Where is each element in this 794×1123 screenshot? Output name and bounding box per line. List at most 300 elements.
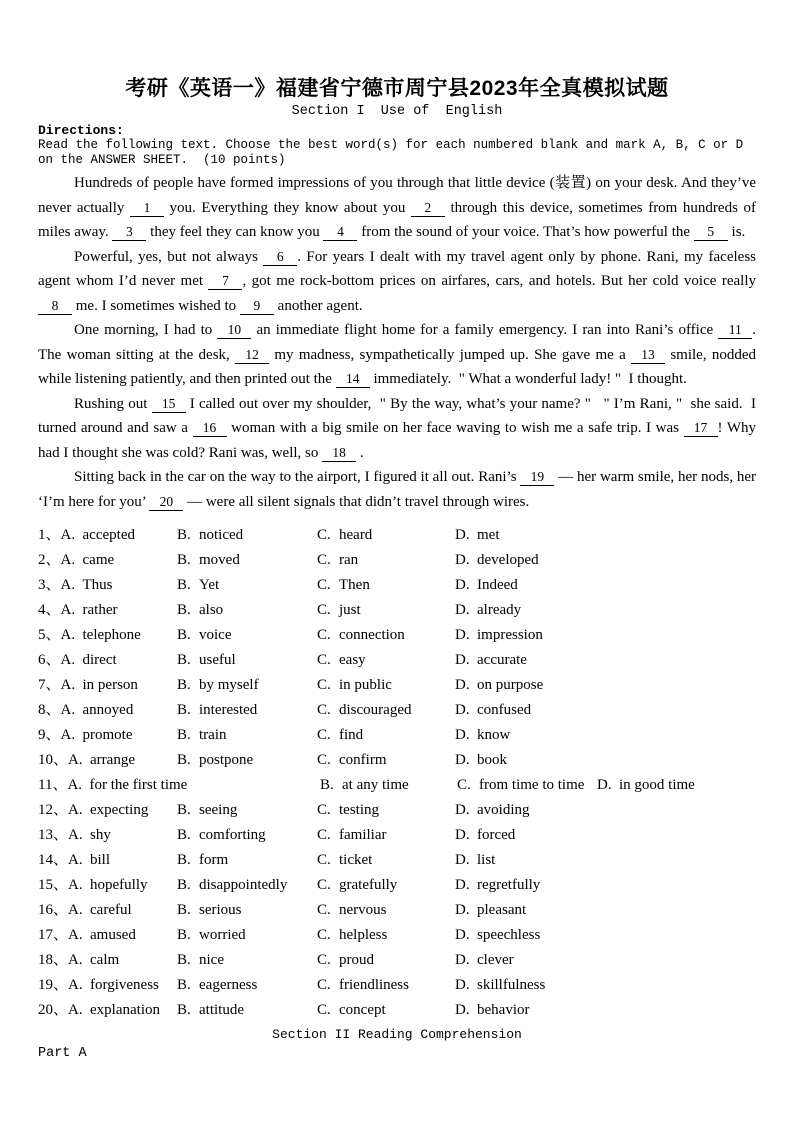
option-letter: A. [60, 677, 76, 693]
question-number: 11、 [38, 777, 68, 793]
option-letter: A. [68, 977, 83, 993]
option-c [317, 848, 372, 873]
option-text: gratefully [339, 877, 398, 893]
question-number: 16、 [38, 902, 69, 918]
option-text: interested [199, 702, 258, 718]
option-letter: D. [597, 777, 612, 793]
option-letter: C. [317, 602, 331, 618]
option-c [317, 523, 372, 548]
option-d [455, 973, 545, 998]
option-letter: C. [317, 1002, 331, 1018]
option-letter: B. [177, 802, 191, 818]
option-text: at any time [342, 777, 409, 793]
option-letter: A. [60, 627, 76, 643]
option-letter: A. [60, 577, 76, 593]
cloze-blank-10: 10 [217, 322, 251, 339]
question-number: 19、 [38, 977, 69, 993]
question-row [38, 873, 756, 898]
option-text: speechless [477, 927, 541, 943]
option-text: explanation [90, 1002, 160, 1018]
option-text: noticed [199, 527, 244, 543]
option-d [455, 673, 543, 698]
question-row [38, 673, 756, 698]
option-letter: B. [177, 1002, 191, 1018]
cloze-blank-15: 15 [152, 396, 186, 413]
option-letter: D. [455, 877, 470, 893]
option-text: proud [339, 952, 374, 968]
option-text: met [477, 527, 500, 543]
option-d [455, 848, 495, 873]
option-letter: A. [60, 652, 76, 668]
question-row [38, 923, 756, 948]
question-number: 10、 [38, 752, 69, 768]
section1-heading: Section I Use of English [291, 104, 503, 119]
option-letter: D. [455, 977, 470, 993]
cloze-blank-8: 8 [38, 298, 72, 315]
option-letter: C. [317, 877, 331, 893]
question-number: 18、 [38, 952, 69, 968]
question-row [38, 573, 756, 598]
option-letter: D. [455, 702, 470, 718]
cloze-blank-1: 1 [130, 200, 164, 217]
option-letter: A. [68, 877, 83, 893]
option-letter: D. [455, 577, 470, 593]
option-d [455, 598, 521, 623]
option-letter: B. [177, 952, 191, 968]
option-text: helpless [339, 927, 388, 943]
option-a [61, 598, 118, 623]
option-letter: C. [317, 952, 331, 968]
question-number: 2、 [38, 552, 61, 568]
part-a-label: Part A [38, 1046, 87, 1061]
option-a [68, 798, 148, 823]
option-text: connection [339, 627, 405, 643]
option-letter: B. [177, 927, 191, 943]
option-text: developed [477, 552, 539, 568]
option-text: already [477, 602, 522, 618]
option-text: for the first time [89, 777, 188, 793]
option-d [455, 923, 540, 948]
option-b [177, 598, 223, 623]
option-d [455, 623, 543, 648]
option-text: postpone [199, 752, 254, 768]
option-text: accurate [477, 652, 527, 668]
passage-paragraph: Powerful, yes, but not always 6 . For years I dealt with my travel agent only by phone. Rani, my faceless agent whom I’d never met 7 , got me rock-bottom prices on airfares, cars, and hotels. But her cold voice really 8 me. I sometimes wished to 9 another agent. [38, 248, 760, 314]
option-letter: C. [317, 802, 331, 818]
option-b [177, 823, 266, 848]
option-text: direct [82, 652, 117, 668]
option-text: Then [339, 577, 370, 593]
option-c [317, 973, 409, 998]
option-b [177, 848, 228, 873]
option-c [457, 773, 584, 798]
option-text: serious [199, 902, 242, 918]
option-letter: A. [68, 852, 83, 868]
option-letter: B. [177, 652, 191, 668]
option-letter: B. [177, 552, 191, 568]
option-text: hopefully [90, 877, 148, 893]
option-b [320, 773, 409, 798]
question-row [38, 898, 756, 923]
question-number: 8、 [38, 702, 61, 718]
option-letter: A. [68, 802, 83, 818]
option-text: Indeed [477, 577, 518, 593]
option-text: list [477, 852, 496, 868]
option-b [177, 698, 257, 723]
option-d [455, 873, 540, 898]
option-c [317, 923, 387, 948]
option-text: book [477, 752, 507, 768]
cloze-blank-3: 3 [112, 224, 146, 241]
option-text: came [82, 552, 115, 568]
option-a [61, 698, 134, 723]
option-c [317, 798, 379, 823]
option-text: worried [199, 927, 246, 943]
question-row [38, 823, 756, 848]
option-c [317, 898, 387, 923]
option-letter: A. [60, 602, 76, 618]
question-number: 9、 [38, 727, 61, 743]
option-d [455, 523, 500, 548]
passage-paragraph: Sitting back in the car on the way to the airport, I figured it all out. Rani’s 19 — her warm smile, her nods, her ‘I’m here for you’ 20 — were all silent signals that didn’t travel through wires. [38, 469, 760, 510]
option-letter: C. [317, 527, 331, 543]
question-row [38, 648, 756, 673]
option-a [68, 923, 136, 948]
directions-text: Read the following text. Choose the best word(s) for each numbered blank and mark A, B, C or D on the ANSWER SHEET. (10 points) [38, 138, 751, 167]
option-a [67, 773, 187, 798]
option-a [61, 548, 115, 573]
option-d [455, 573, 518, 598]
option-letter: C. [317, 927, 331, 943]
option-letter: B. [177, 602, 191, 618]
option-letter: D. [455, 952, 470, 968]
option-text: from time to time [479, 777, 585, 793]
option-a [68, 898, 132, 923]
cloze-blank-13: 13 [631, 347, 665, 364]
option-text: confused [477, 702, 532, 718]
option-letter: B. [177, 752, 191, 768]
option-c [317, 548, 358, 573]
option-text: clever [477, 952, 514, 968]
option-b [177, 548, 240, 573]
option-letter: D. [455, 552, 470, 568]
option-d [455, 723, 510, 748]
option-text: ran [339, 552, 359, 568]
option-text: careful [90, 902, 132, 918]
option-a [61, 523, 135, 548]
option-text: nervous [339, 902, 387, 918]
option-text: ticket [339, 852, 373, 868]
option-letter: A. [68, 827, 83, 843]
option-text: expecting [90, 802, 149, 818]
option-text: heard [339, 527, 373, 543]
option-a [68, 748, 135, 773]
option-text: impression [477, 627, 543, 643]
option-c [317, 598, 361, 623]
cloze-blank-14: 14 [336, 371, 370, 388]
cloze-blank-9: 9 [240, 298, 274, 315]
option-text: regretfully [477, 877, 541, 893]
option-text: rather [82, 602, 118, 618]
option-d [455, 648, 527, 673]
option-letter: D. [455, 727, 470, 743]
option-letter: C. [317, 752, 331, 768]
question-number: 17、 [38, 927, 69, 943]
option-text: bill [90, 852, 111, 868]
option-d [455, 823, 515, 848]
option-letter: D. [455, 602, 470, 618]
option-d [455, 548, 539, 573]
option-letter: C. [317, 727, 331, 743]
option-text: know [477, 727, 511, 743]
option-text: behavior [477, 1002, 530, 1018]
question-row [38, 548, 756, 573]
option-c [317, 948, 374, 973]
option-c [317, 873, 397, 898]
option-letter: D. [455, 677, 470, 693]
option-b [177, 923, 246, 948]
option-text: eagerness [199, 977, 258, 993]
option-c [317, 573, 370, 598]
option-c [317, 648, 366, 673]
option-text: skillfulness [477, 977, 546, 993]
option-b [177, 973, 257, 998]
option-a [68, 973, 159, 998]
option-text: on purpose [477, 677, 544, 693]
page-title: 考研《英语一》福建省宁德市周宁县2023年全真模拟试题 [125, 77, 669, 100]
option-letter: D. [455, 852, 470, 868]
option-text: arrange [90, 752, 135, 768]
question-number: 1、 [38, 527, 61, 543]
option-text: voice [199, 627, 232, 643]
option-letter: A. [60, 552, 76, 568]
option-letter: A. [60, 727, 76, 743]
option-c [317, 723, 363, 748]
option-a [68, 998, 160, 1023]
option-a [61, 723, 133, 748]
option-text: Yet [199, 577, 220, 593]
option-text: in public [339, 677, 392, 693]
question-row [38, 998, 756, 1023]
question-row [38, 798, 756, 823]
option-text: avoiding [477, 802, 530, 818]
question-row [38, 698, 756, 723]
option-text: train [199, 727, 227, 743]
option-letter: D. [455, 902, 470, 918]
cloze-blank-6: 6 [263, 249, 297, 266]
option-text: familiar [339, 827, 387, 843]
option-c [317, 748, 386, 773]
option-text: calm [90, 952, 120, 968]
directions-label: Directions: [38, 123, 124, 138]
option-c [317, 673, 392, 698]
cloze-blank-18: 18 [322, 445, 356, 462]
cloze-blank-5: 5 [694, 224, 728, 241]
option-b [177, 948, 224, 973]
option-b [177, 623, 231, 648]
option-letter: B. [177, 877, 191, 893]
option-text: forced [477, 827, 516, 843]
cloze-blank-16: 16 [193, 420, 227, 437]
option-letter: D. [455, 752, 470, 768]
option-letter: D. [455, 652, 470, 668]
option-letter: B. [177, 852, 191, 868]
option-text: easy [339, 652, 366, 668]
option-letter: B. [177, 577, 191, 593]
option-text: Thus [82, 577, 113, 593]
option-d [597, 773, 695, 798]
option-text: just [339, 602, 361, 618]
cloze-blank-20: 20 [149, 494, 183, 511]
cloze-blank-2: 2 [411, 200, 445, 217]
question-number: 20、 [38, 1002, 69, 1018]
cloze-blank-11: 11 [718, 322, 752, 339]
option-letter: A. [67, 777, 83, 793]
option-text: useful [199, 652, 236, 668]
option-text: in person [82, 677, 138, 693]
option-letter: C. [317, 627, 331, 643]
option-text: testing [339, 802, 379, 818]
passage-paragraph: One morning, I had to 10 an immediate flight home for a family emergency. I ran into Rani’s office 11 . The woman sitting at the desk, 12 my madness, sympathetically jumped up. She gave me a 13 smile, nodded while listening patiently, and then printed out the 14 immediately. " What a wonderful lady! " I thought. [38, 322, 760, 387]
option-text: find [339, 727, 364, 743]
option-text: discouraged [339, 702, 412, 718]
option-letter: C. [317, 977, 331, 993]
option-letter: B. [177, 627, 191, 643]
cloze-blank-4: 4 [323, 224, 357, 241]
option-text: disappointedly [199, 877, 288, 893]
option-c [317, 623, 405, 648]
option-text: concept [339, 1002, 386, 1018]
option-letter: B. [320, 777, 334, 793]
cloze-blank-7: 7 [208, 273, 242, 290]
option-d [455, 698, 531, 723]
question-row [38, 848, 756, 873]
option-letter: C. [317, 652, 331, 668]
option-letter: A. [68, 752, 83, 768]
question-list [38, 523, 756, 1023]
option-letter: B. [177, 977, 191, 993]
option-b [177, 673, 259, 698]
cloze-blank-19: 19 [520, 469, 554, 486]
question-row [38, 723, 756, 748]
option-a [68, 873, 148, 898]
option-letter: D. [455, 927, 470, 943]
option-letter: A. [68, 952, 83, 968]
passage-paragraph: Hundreds of people have formed impressions of you through that little device (装置) on your desk. And they’ve never actually 1 you. Everything they know about you 2 through this device, sometimes from hundreds of miles away. 3 they feel they can know you 4 from the sound of your voice. That’s how powerful the 5 is. [38, 175, 760, 240]
option-b [177, 523, 243, 548]
option-text: annoyed [82, 702, 134, 718]
question-row [38, 523, 756, 548]
question-number: 12、 [38, 802, 69, 818]
option-text: promote [82, 727, 133, 743]
option-letter: D. [455, 1002, 470, 1018]
option-a [61, 623, 141, 648]
option-d [455, 948, 514, 973]
option-text: confirm [339, 752, 387, 768]
option-letter: A. [60, 527, 76, 543]
option-text: by myself [199, 677, 259, 693]
option-d [455, 898, 526, 923]
question-row [38, 748, 756, 773]
option-text: amused [90, 927, 136, 943]
cloze-blank-17: 17 [684, 420, 718, 437]
question-number: 4、 [38, 602, 61, 618]
option-b [177, 648, 236, 673]
option-d [455, 748, 507, 773]
option-a [68, 848, 110, 873]
cloze-blank-12: 12 [235, 347, 269, 364]
option-b [177, 898, 242, 923]
question-number: 7、 [38, 677, 61, 693]
option-text: forgiveness [90, 977, 159, 993]
option-letter: C. [317, 852, 331, 868]
option-text: attitude [199, 1002, 244, 1018]
option-a [61, 573, 113, 598]
option-text: seeing [199, 802, 238, 818]
question-number: 13、 [38, 827, 69, 843]
option-letter: D. [455, 627, 470, 643]
option-a [68, 948, 119, 973]
option-letter: A. [68, 902, 83, 918]
option-b [177, 873, 287, 898]
option-letter: B. [177, 702, 191, 718]
option-text: comforting [199, 827, 266, 843]
option-b [177, 798, 237, 823]
option-text: pleasant [477, 902, 527, 918]
option-letter: B. [177, 902, 191, 918]
question-number: 15、 [38, 877, 69, 893]
option-b [177, 573, 219, 598]
option-letter: A. [60, 702, 76, 718]
question-number: 14、 [38, 852, 69, 868]
option-d [455, 998, 529, 1023]
option-text: friendliness [339, 977, 409, 993]
passage [38, 171, 760, 514]
option-a [68, 823, 111, 848]
option-letter: D. [455, 827, 470, 843]
option-b [177, 998, 244, 1023]
option-letter: B. [177, 527, 191, 543]
option-a [61, 673, 138, 698]
option-text: nice [199, 952, 224, 968]
option-text: shy [90, 827, 111, 843]
option-text: form [199, 852, 229, 868]
option-letter: C. [317, 702, 331, 718]
option-letter: D. [455, 802, 470, 818]
option-text: in good time [619, 777, 695, 793]
option-letter: D. [455, 527, 470, 543]
question-row [38, 973, 756, 998]
option-d [455, 798, 530, 823]
option-letter: C. [317, 827, 331, 843]
option-letter: A. [68, 1002, 83, 1018]
question-row [38, 773, 756, 798]
question-number: 5、 [38, 627, 61, 643]
option-letter: C. [317, 577, 331, 593]
option-c [317, 698, 411, 723]
question-number: 6、 [38, 652, 61, 668]
option-text: telephone [82, 627, 141, 643]
option-letter: B. [177, 827, 191, 843]
question-row [38, 598, 756, 623]
option-letter: C. [317, 677, 331, 693]
question-row [38, 623, 756, 648]
option-a [61, 648, 117, 673]
option-b [177, 748, 253, 773]
question-number: 3、 [38, 577, 61, 593]
option-text: accepted [82, 527, 135, 543]
passage-paragraph: Rushing out 15 I called out over my shoulder, " By the way, what’s your name? " " I’m Rani, " she said. I turned around and saw a 16 woman with a big smile on her face waving to wish me a safe trip. I was 17 ! Why had I thought she was cold? Rani was, well, so 18 . [38, 395, 760, 461]
